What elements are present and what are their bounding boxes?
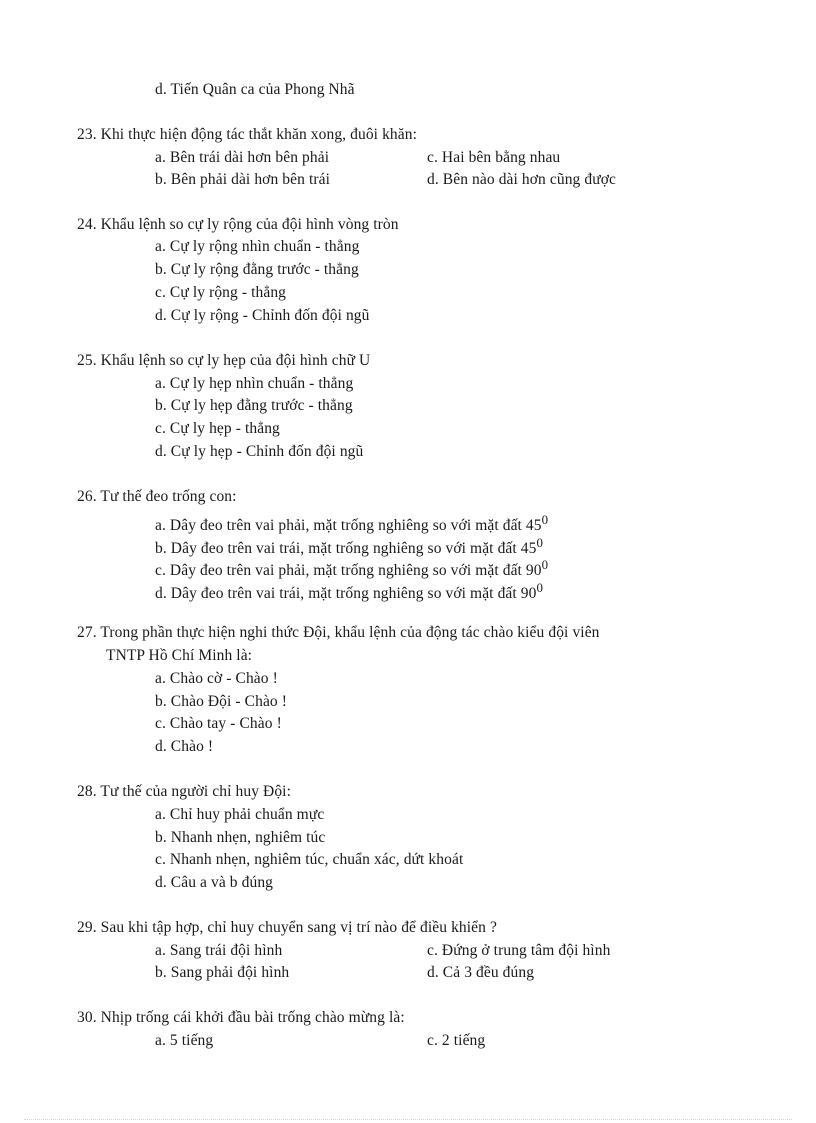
q24-option-c: c. Cự ly rộng - thẳng [155,284,287,301]
q27-option-a: a. Chào cờ - Chào ! [155,670,278,687]
q25-option-d: d. Cự ly hẹp - Chỉnh đốn đội ngũ [155,443,364,460]
option-d-prev-question: d. Tiến Quân ca của Phong Nhã [155,81,355,98]
q26-option-b: b. Dây đeo trên vai trái, mặt trống nghiêng so với mặt đất $45^0$ [155,535,544,558]
page-bottom-divider [24,1119,792,1120]
q28-option-a: a. Chỉ huy phải chuẩn mực [155,806,325,823]
q30-option-c: c. 2 tiếng [427,1032,486,1049]
q23-option-b: b. Bên phải dài hơn bên trái [155,171,330,188]
q29-option-c: c. Đứng ở trung tâm đội hình [427,942,611,959]
question-27: 27. Trong phần thực hiện nghi thức Đội, khẩu lệnh của động tác chào kiểu đội viên [77,624,600,641]
q28-option-b: b. Nhanh nhẹn, nghiêm túc [155,829,326,846]
q27-option-b: b. Chào Đội - Chào ! [155,693,288,710]
q26-option-d: d. Dây đeo trên vai trái, mặt trống nghiêng so với mặt đất $90^0$ [155,580,544,603]
q26-option-c: c. Dây đeo trên vai phải, mặt trống nghiêng so với mặt đất $90^0$ [155,557,549,580]
question-26: 26. Tư thế đeo trống con: [77,488,237,505]
degree-mark: 0 [536,535,544,550]
question-24: 24. Khẩu lệnh so cự ly rộng của đội hình vòng tròn [77,216,399,233]
q30-option-a: a. 5 tiếng [155,1032,214,1049]
q25-option-c: c. Cự ly hẹp - thẳng [155,420,280,437]
degree-mark: 0 [541,557,549,572]
q26-option-a: a. Dây đeo trên vai phải, mặt trống nghiêng so với mặt đất $45^0$ [155,512,549,535]
question-23: 23. Khi thực hiện động tác thắt khăn xong, đuôi khăn: [77,126,418,143]
q28-option-d: d. Câu a và b đúng [155,874,274,891]
q23-option-d: d. Bên nào dài hơn cũng được [427,171,617,188]
question-27-continued: TNTP Hồ Chí Minh là: [106,647,253,664]
q23-option-a: a. Bên trái dài hơn bên phải [155,149,330,166]
q28-option-c: c. Nhanh nhẹn, nghiêm túc, chuẩn xác, dứt khoát [155,851,464,868]
q24-option-a: a. Cự ly rộng nhìn chuẩn - thẳng [155,238,360,255]
question-25: 25. Khẩu lệnh so cự ly hẹp của đội hình chữ U [77,352,371,369]
q27-option-c: c. Chào tay - Chào ! [155,715,282,732]
question-29: 29. Sau khi tập hợp, chỉ huy chuyển sang vị trí nào để điều khiển ? [77,919,497,936]
degree-mark: 0 [536,580,544,595]
degree-mark: 0 [541,512,549,527]
q29-option-d: d. Cả 3 đều đúng [427,964,535,981]
q24-option-b: b. Cự ly rộng đằng trước - thẳng [155,261,359,278]
question-30: 30. Nhịp trống cái khởi đầu bài trống chào mừng là: [77,1009,405,1026]
q27-option-d: d. Chào ! [155,738,214,755]
q25-option-a: a. Cự ly hẹp nhìn chuẩn - thẳng [155,375,354,392]
q24-option-d: d. Cự ly rộng - Chỉnh đốn đội ngũ [155,307,370,324]
q29-option-b: b. Sang phải đội hình [155,964,290,981]
q25-option-b: b. Cự ly hẹp đằng trước - thẳng [155,397,353,414]
question-28: 28. Tư thế của người chỉ huy Đội: [77,783,291,800]
q29-option-a: a. Sang trái đội hình [155,942,283,959]
q23-option-c: c. Hai bên bằng nhau [427,149,561,166]
